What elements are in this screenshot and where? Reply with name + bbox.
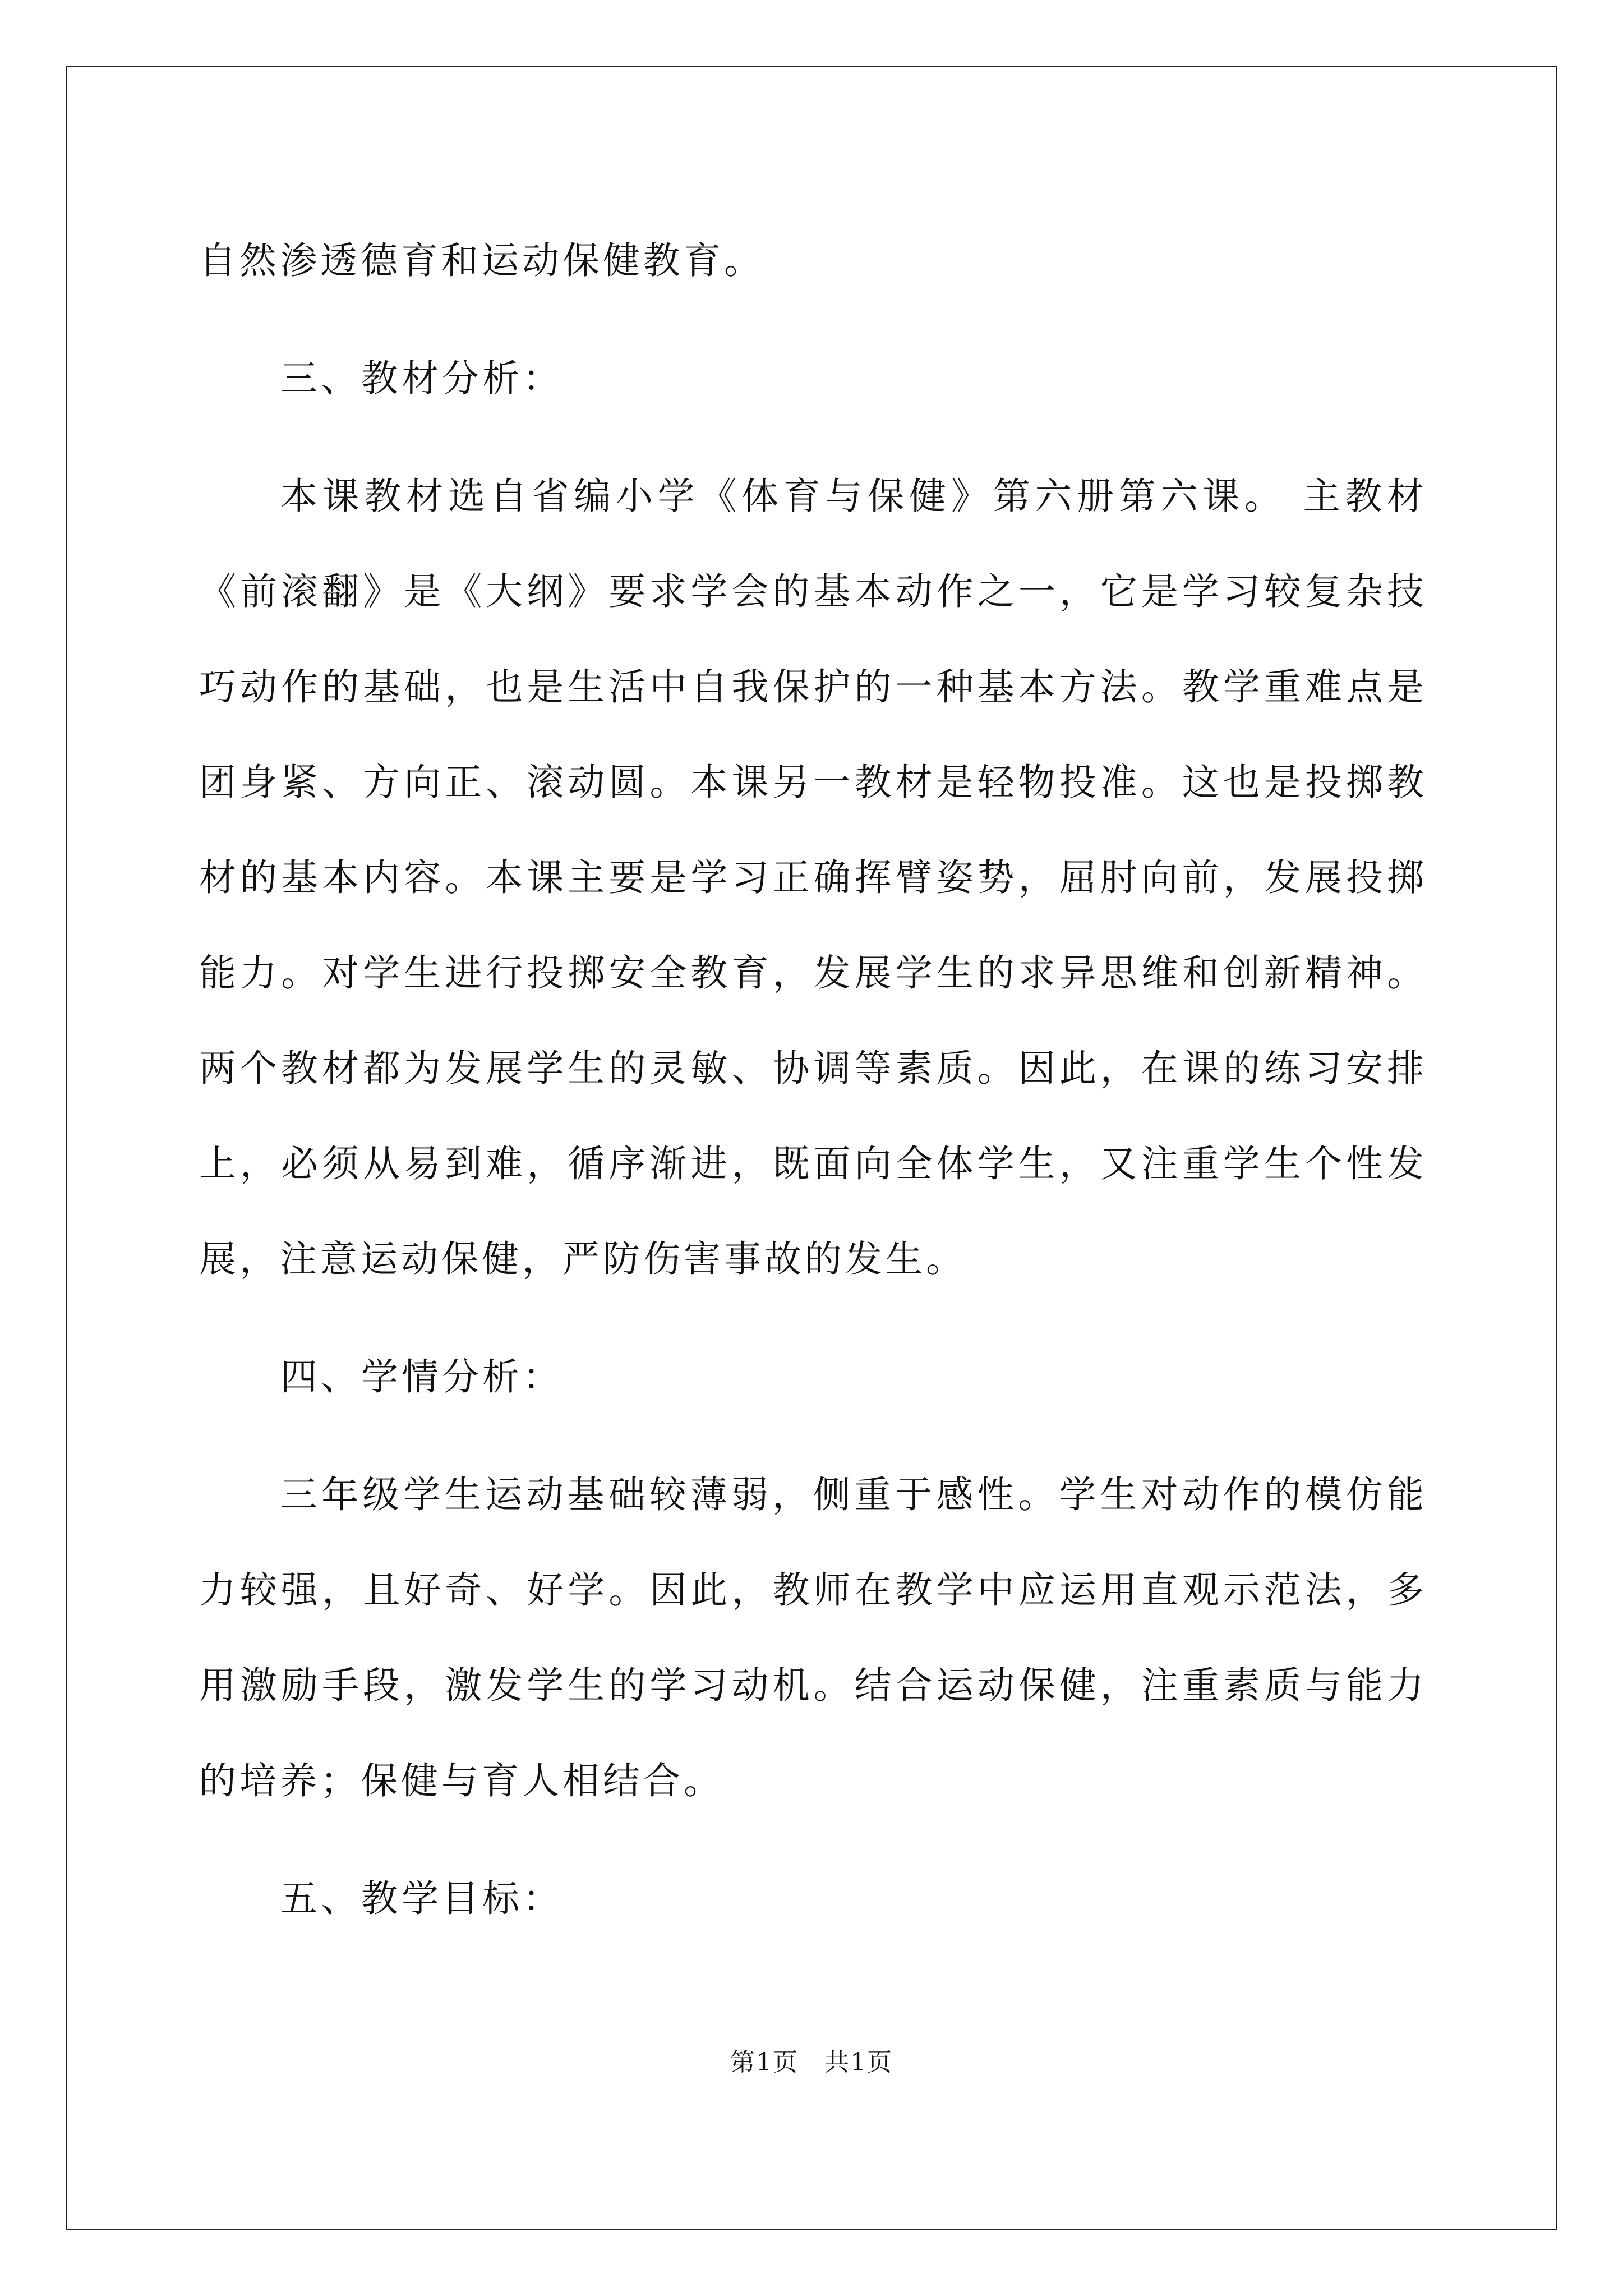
section-heading-students: 四、学情分析： bbox=[280, 1355, 563, 1398]
paragraph-line: 力较强，且好奇、好学。因此，教师在教学中应运用直观示范法，多 bbox=[199, 1568, 1427, 1612]
paragraph-line: 巧动作的基础，也是生活中自我保护的一种基本方法。教学重难点是 bbox=[199, 665, 1427, 708]
document-body bbox=[199, 213, 1427, 1969]
page-number-footer: 第1页 共1页 bbox=[730, 2048, 893, 2077]
paragraph-line: 能力。对学生进行投掷安全教育，发展学生的求异思维和创新精神。 bbox=[199, 951, 1427, 995]
section-heading-objectives: 五、教学目标： bbox=[280, 1877, 563, 1920]
paragraph-line: 上，必须从易到难，循序渐进，既面向全体学生，又注重学生个性发 bbox=[199, 1142, 1427, 1185]
paragraph-line: 用激励手段，激发学生的学习动机。结合运动保健，注重素质与能力 bbox=[199, 1664, 1427, 1707]
paragraph-line: 团身紧、方向正、滚动圆。本课另一教材是轻物投准。这也是投掷教 bbox=[199, 761, 1427, 804]
paragraph-line: 材的基本内容。本课主要是学习正确挥臂姿势，屈肘向前，发展投掷 bbox=[199, 856, 1427, 899]
paragraph-line: 《前滚翻》是《大纲》要求学会的基本动作之一，它是学习较复杂技 bbox=[199, 570, 1427, 613]
paragraph-line: 本课教材选自省编小学《体育与保健》第六册第六课。 主教材 bbox=[280, 475, 1427, 518]
paragraph-line: 展，注意运动保健，严防伤害事故的发生。 bbox=[199, 1237, 966, 1281]
paragraph-line: 自然渗透德育和运动保健教育。 bbox=[199, 239, 764, 282]
paragraph-line: 的培养；保健与育人相结合。 bbox=[199, 1759, 724, 1802]
paragraph-line: 两个教材都为发展学生的灵敏、协调等素质。因此，在课的练习安排 bbox=[199, 1047, 1427, 1090]
section-heading-materials: 三、教材分析： bbox=[280, 357, 563, 400]
paragraph-line: 三年级学生运动基础较薄弱，侧重于感性。学生对动作的模仿能 bbox=[280, 1473, 1427, 1516]
